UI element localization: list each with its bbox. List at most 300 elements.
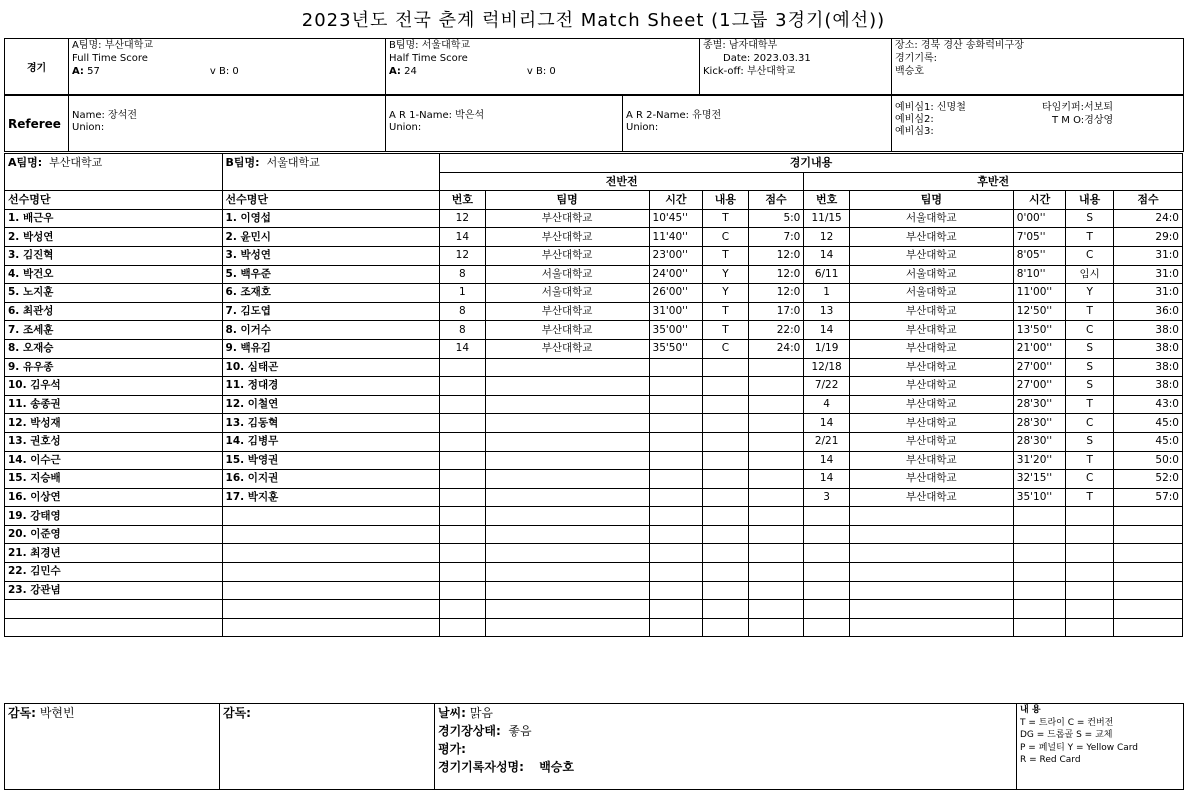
roster-a-player: 6. 최관성	[5, 302, 223, 321]
first-half-score	[748, 600, 804, 619]
first-half-content	[703, 414, 749, 433]
second-half-time: 31'20''	[1013, 451, 1066, 470]
first-half-time	[649, 488, 703, 507]
second-half-no	[804, 563, 850, 582]
roster-a-player: 16. 이상연	[5, 488, 223, 507]
first-half-content: T	[703, 209, 749, 228]
second-half-time	[1013, 563, 1066, 582]
writer-name: 백승호	[539, 760, 574, 774]
coach-a-cell	[5, 704, 220, 790]
second-half-team: 부산대학교	[849, 451, 1013, 470]
first-half-no	[440, 581, 486, 600]
first-half-team	[485, 581, 649, 600]
first-half-no	[440, 544, 486, 563]
second-half-no: 12	[804, 228, 850, 247]
full-time-label: Full Time Score	[72, 53, 148, 64]
second-half-content: T	[1066, 228, 1114, 247]
roster-b-player	[222, 600, 440, 619]
full-time-a-score: 57	[87, 66, 100, 77]
timekeeper: 타임키퍼:서보퇴	[1042, 102, 1113, 113]
first-half-content	[703, 507, 749, 526]
legend-line: R = Red Card	[1020, 755, 1081, 765]
table-row	[5, 544, 1183, 563]
first-half-time: 26'00''	[649, 284, 703, 303]
conditions-cell	[435, 704, 1017, 790]
weather-value: 맑음	[469, 706, 493, 720]
second-half-time: 32'15''	[1013, 470, 1066, 489]
second-half-content: T	[1066, 488, 1114, 507]
coach-b-label: 감독:	[223, 706, 251, 720]
second-half-team: 부산대학교	[849, 432, 1013, 451]
second-half-team	[849, 525, 1013, 544]
category-value: 남자대학부	[728, 40, 778, 51]
first-half-content: T	[703, 302, 749, 321]
roster-a-player	[5, 618, 223, 637]
roster-a-player: 20. 이준영	[5, 525, 223, 544]
sheet-title: 2023년도 전국 춘계 럭비리그전 Match Sheet (1그룹 3경기(예선))	[301, 10, 886, 31]
second-half-team: 부산대학교	[849, 358, 1013, 377]
second-half-team: 서울대학교	[849, 265, 1013, 284]
first-half-no	[440, 600, 486, 619]
table-row	[5, 563, 1183, 582]
second-half-time: 28'30''	[1013, 395, 1066, 414]
first-half-score: 22:0	[748, 321, 804, 340]
second-half-score: 29:0	[1113, 228, 1182, 247]
roster-b-player: 13. 김동혁	[222, 414, 440, 433]
first-half-no	[440, 525, 486, 544]
table-row	[5, 414, 1183, 433]
second-half-score	[1113, 544, 1182, 563]
legend-line: DG = 드롭골 S = 교체	[1020, 730, 1113, 740]
first-half-time	[649, 618, 703, 637]
table-row	[5, 488, 1183, 507]
table-row	[5, 432, 1183, 451]
roster-a-player: 21. 최경년	[5, 544, 223, 563]
first-half-time	[649, 507, 703, 526]
first-half-team	[485, 358, 649, 377]
first-half-team: 부산대학교	[485, 228, 649, 247]
coach-a-name: 박현빈	[39, 706, 75, 720]
roster-a-player: 10. 김우석	[5, 377, 223, 396]
roster-b-player	[222, 544, 440, 563]
second-half-content: C	[1066, 470, 1114, 489]
first-half-content	[703, 581, 749, 600]
recorder-value: 백승호	[895, 66, 924, 77]
roster-a-player: 11. 송종권	[5, 395, 223, 414]
roster-a-player: 19. 강태영	[5, 507, 223, 526]
first-half-score	[748, 544, 804, 563]
second-half-score: 36:0	[1113, 302, 1182, 321]
reserve-3: 예비심3:	[895, 126, 934, 137]
second-half-team: 부산대학교	[849, 321, 1013, 340]
first-half-no	[440, 563, 486, 582]
col-no-1: 번호	[440, 191, 486, 210]
second-half-team: 부산대학교	[849, 395, 1013, 414]
roster-b-player: 14. 김병무	[222, 432, 440, 451]
first-half-team	[485, 451, 649, 470]
second-half-no: 11/15	[804, 209, 850, 228]
second-half-content: T	[1066, 395, 1114, 414]
col-team-2: 팀명	[849, 191, 1013, 210]
legend-line: P = 페널티 Y = Yellow Card	[1020, 742, 1139, 753]
half-b-label: v B:	[526, 66, 547, 77]
first-half-score: 5:0	[748, 209, 804, 228]
referee-row	[4, 95, 1184, 152]
second-half-no	[804, 525, 850, 544]
half-time-a-score: 24	[404, 66, 417, 77]
first-half-time: 11'40''	[649, 228, 703, 247]
first-half-content	[703, 563, 749, 582]
first-half-score	[748, 581, 804, 600]
half-a-label: A:	[389, 66, 401, 77]
second-half-content: S	[1066, 432, 1114, 451]
first-half-time	[649, 451, 703, 470]
first-half-score	[748, 525, 804, 544]
roster-b-player: 6. 조재호	[222, 284, 440, 303]
roster-a-player: 14. 이수근	[5, 451, 223, 470]
table-row	[5, 618, 1183, 637]
roster-b-player: 2. 윤민시	[222, 228, 440, 247]
second-half-content: Y	[1066, 284, 1114, 303]
first-half-time	[649, 432, 703, 451]
second-half-team: 부산대학교	[849, 302, 1013, 321]
second-half-time	[1013, 600, 1066, 619]
second-half-heading: 후반전	[804, 172, 1183, 191]
footer-table	[4, 703, 1184, 790]
first-half-score	[748, 507, 804, 526]
first-half-content	[703, 618, 749, 637]
first-half-no: 12	[440, 246, 486, 265]
second-half-team: 서울대학교	[849, 209, 1013, 228]
first-half-team	[485, 432, 649, 451]
first-half-no: 1	[440, 284, 486, 303]
first-half-content	[703, 451, 749, 470]
match-date: Date: 2023.03.31	[723, 53, 811, 64]
table-row	[5, 228, 1183, 247]
second-half-content	[1066, 544, 1114, 563]
roster-b-player: 7. 김도엽	[222, 302, 440, 321]
second-half-content	[1066, 563, 1114, 582]
roster-b-player: 12. 이철연	[222, 395, 440, 414]
roster-a-player: 8. 오재승	[5, 339, 223, 358]
first-half-team	[485, 600, 649, 619]
first-half-no	[440, 358, 486, 377]
second-half-no: 14	[804, 321, 850, 340]
first-half-time: 24'00''	[649, 265, 703, 284]
ar1-cell	[386, 96, 623, 152]
first-half-time: 35'50''	[649, 339, 703, 358]
reserve-1: 예비심1: 신명철	[895, 102, 966, 113]
ar2-union: Union:	[626, 122, 659, 133]
weather-label: 날씨:	[438, 706, 466, 720]
first-half-team: 서울대학교	[485, 284, 649, 303]
first-half-team	[485, 525, 649, 544]
roster-b-player: 3. 박성연	[222, 246, 440, 265]
legend-title: 내 용	[1020, 705, 1041, 715]
second-half-time	[1013, 581, 1066, 600]
first-half-content: C	[703, 339, 749, 358]
writer-label: 경기기록자성명:	[438, 760, 524, 774]
col-team-1: 팀명	[485, 191, 649, 210]
second-half-time: 21'00''	[1013, 339, 1066, 358]
roster-b-player: 5. 백우준	[222, 265, 440, 284]
second-half-team: 부산대학교	[849, 488, 1013, 507]
roster-b-player	[222, 618, 440, 637]
second-half-score: 38:0	[1113, 339, 1182, 358]
first-half-team: 부산대학교	[485, 246, 649, 265]
roster-a-player: 3. 김진혁	[5, 246, 223, 265]
roster-b-player	[222, 563, 440, 582]
second-half-content: S	[1066, 377, 1114, 396]
second-half-content: S	[1066, 209, 1114, 228]
first-half-time	[649, 525, 703, 544]
second-half-time	[1013, 618, 1066, 637]
second-half-no: 12/18	[804, 358, 850, 377]
half-time-b-score: 0	[549, 66, 556, 77]
first-half-team	[485, 395, 649, 414]
ar2-cell	[623, 96, 892, 152]
first-half-no	[440, 414, 486, 433]
tmo: T M O:경상영	[1052, 115, 1114, 126]
second-half-score: 57:0	[1113, 488, 1182, 507]
second-half-score	[1113, 581, 1182, 600]
first-half-score: 7:0	[748, 228, 804, 247]
roster-a-player: 4. 박건오	[5, 265, 223, 284]
second-half-content: 임시	[1066, 265, 1114, 284]
second-half-team	[849, 544, 1013, 563]
roster-b-player: 11. 정대경	[222, 377, 440, 396]
first-half-content: T	[703, 246, 749, 265]
second-half-no	[804, 507, 850, 526]
second-half-team	[849, 507, 1013, 526]
second-half-content: T	[1066, 451, 1114, 470]
first-half-team	[485, 618, 649, 637]
first-half-score	[748, 563, 804, 582]
second-half-time	[1013, 544, 1066, 563]
match-header	[4, 38, 1184, 95]
full-time-b-score: 0	[232, 66, 239, 77]
roster-a-player: 5. 노지훈	[5, 284, 223, 303]
recorder-label: 경기기록:	[895, 53, 938, 64]
first-half-no	[440, 395, 486, 414]
second-half-time	[1013, 507, 1066, 526]
first-half-score	[748, 414, 804, 433]
second-half-content: C	[1066, 414, 1114, 433]
second-half-team: 부산대학교	[849, 339, 1013, 358]
first-half-content	[703, 525, 749, 544]
first-half-score	[748, 432, 804, 451]
second-half-time: 28'30''	[1013, 432, 1066, 451]
roster-a-player: 7. 조세훈	[5, 321, 223, 340]
second-half-no	[804, 544, 850, 563]
second-half-score	[1113, 525, 1182, 544]
first-half-content	[703, 432, 749, 451]
col-score-2: 점수	[1113, 191, 1182, 210]
first-half-score: 24:0	[748, 339, 804, 358]
second-half-content	[1066, 525, 1114, 544]
full-a-label: A:	[72, 66, 84, 77]
first-half-content: C	[703, 228, 749, 247]
first-half-score: 12:0	[748, 265, 804, 284]
legend-cell	[1017, 704, 1184, 790]
table-row	[5, 284, 1183, 303]
team-b-heading: B팀명: 서울대학교	[222, 154, 440, 191]
venue-value: 경북 경산 송화럭비구장	[920, 40, 1024, 51]
second-half-score: 52:0	[1113, 470, 1182, 489]
col-score-1: 점수	[748, 191, 804, 210]
first-half-time	[649, 544, 703, 563]
first-half-content	[703, 488, 749, 507]
roster-a-heading: 선수명단	[5, 191, 223, 210]
first-half-team: 부산대학교	[485, 209, 649, 228]
second-half-no: 14	[804, 470, 850, 489]
first-half-no	[440, 470, 486, 489]
roster-b-player: 10. 심태곤	[222, 358, 440, 377]
col-content-2: 내용	[1066, 191, 1114, 210]
first-half-time	[649, 470, 703, 489]
roster-b-player	[222, 581, 440, 600]
second-half-time: 35'10''	[1013, 488, 1066, 507]
event-rows	[5, 209, 1183, 637]
second-half-score: 45:0	[1113, 414, 1182, 433]
second-half-time: 27'00''	[1013, 358, 1066, 377]
second-half-team: 부산대학교	[849, 228, 1013, 247]
table-row	[5, 451, 1183, 470]
match-content-heading: 경기내용	[440, 154, 1183, 173]
first-half-team: 부산대학교	[485, 302, 649, 321]
roster-a-player: 9. 유우종	[5, 358, 223, 377]
second-half-team	[849, 618, 1013, 637]
first-half-team	[485, 488, 649, 507]
roster-b-player: 8. 이거수	[222, 321, 440, 340]
roster-b-heading: 선수명단	[222, 191, 440, 210]
first-half-team	[485, 544, 649, 563]
second-half-team: 부산대학교	[849, 377, 1013, 396]
second-half-team: 서울대학교	[849, 284, 1013, 303]
second-half-score	[1113, 563, 1182, 582]
full-b-label: v B:	[209, 66, 230, 77]
legend-line: T = 트라이 C = 컨버전	[1020, 717, 1114, 728]
first-half-heading: 전반전	[440, 172, 804, 191]
first-half-time	[649, 600, 703, 619]
first-half-time: 10'45''	[649, 209, 703, 228]
roster-a-player: 23. 강관념	[5, 581, 223, 600]
first-half-no: 12	[440, 209, 486, 228]
second-half-no: 14	[804, 414, 850, 433]
team-b-label: B팀명:	[389, 40, 419, 51]
category-cell	[700, 39, 892, 95]
second-half-no: 14	[804, 246, 850, 265]
second-half-no	[804, 600, 850, 619]
second-half-team	[849, 581, 1013, 600]
ar1-name: A R 1-Name: 박은석	[389, 110, 485, 121]
first-half-content: Y	[703, 284, 749, 303]
second-half-no: 4	[804, 395, 850, 414]
first-half-team: 부산대학교	[485, 321, 649, 340]
second-half-time: 13'50''	[1013, 321, 1066, 340]
second-half-score: 38:0	[1113, 377, 1182, 396]
first-half-score	[748, 377, 804, 396]
roster-b-player: 15. 박영권	[222, 451, 440, 470]
team-b-name: 서울대학교	[421, 40, 471, 51]
first-half-content	[703, 470, 749, 489]
first-half-no: 8	[440, 265, 486, 284]
first-half-no	[440, 507, 486, 526]
referee-cell	[69, 96, 386, 152]
first-half-content	[703, 377, 749, 396]
first-half-team	[485, 414, 649, 433]
second-half-score: 45:0	[1113, 432, 1182, 451]
match-label: 경기	[5, 39, 69, 95]
first-half-score	[748, 451, 804, 470]
second-half-score	[1113, 600, 1182, 619]
second-half-time: 7'05''	[1013, 228, 1066, 247]
first-half-score	[748, 470, 804, 489]
coach-a-label: 감독:	[8, 706, 36, 720]
second-half-time: 11'00''	[1013, 284, 1066, 303]
second-half-team: 부산대학교	[849, 414, 1013, 433]
roster-b-player: 9. 백유김	[222, 339, 440, 358]
second-half-no: 3	[804, 488, 850, 507]
roster-a-player: 15. 지승배	[5, 470, 223, 489]
second-half-time	[1013, 525, 1066, 544]
first-half-time	[649, 358, 703, 377]
second-half-score: 43:0	[1113, 395, 1182, 414]
second-half-content	[1066, 600, 1114, 619]
first-half-time	[649, 414, 703, 433]
first-half-time	[649, 377, 703, 396]
second-half-content: C	[1066, 246, 1114, 265]
first-half-time: 35'00''	[649, 321, 703, 340]
team-a-name: 부산대학교	[104, 40, 154, 51]
first-half-score	[748, 358, 804, 377]
second-half-no: 1/19	[804, 339, 850, 358]
second-half-content	[1066, 581, 1114, 600]
second-half-no: 7/22	[804, 377, 850, 396]
roster-a-player: 1. 배근우	[5, 209, 223, 228]
venue-cell	[892, 39, 1184, 95]
roster-b-player	[222, 525, 440, 544]
first-half-time	[649, 581, 703, 600]
table-row	[5, 265, 1183, 284]
second-half-time: 28'30''	[1013, 414, 1066, 433]
second-half-time: 8'05''	[1013, 246, 1066, 265]
table-row	[5, 600, 1183, 619]
first-half-no: 8	[440, 302, 486, 321]
first-half-team	[485, 563, 649, 582]
second-half-score	[1113, 618, 1182, 637]
table-row	[5, 507, 1183, 526]
first-half-no	[440, 432, 486, 451]
second-half-content: S	[1066, 339, 1114, 358]
roster-a-player: 2. 박성연	[5, 228, 223, 247]
second-half-time: 27'00''	[1013, 377, 1066, 396]
first-half-content: Y	[703, 265, 749, 284]
first-half-no	[440, 451, 486, 470]
second-half-score: 31:0	[1113, 284, 1182, 303]
first-half-time	[649, 563, 703, 582]
roster-b-player: 16. 이지권	[222, 470, 440, 489]
second-half-content	[1066, 618, 1114, 637]
roster-b-player: 17. 박지훈	[222, 488, 440, 507]
second-half-no	[804, 618, 850, 637]
first-half-score: 17:0	[748, 302, 804, 321]
second-half-score: 38:0	[1113, 358, 1182, 377]
first-half-time	[649, 395, 703, 414]
first-half-no	[440, 618, 486, 637]
first-half-content: T	[703, 321, 749, 340]
venue-label: 장소:	[895, 40, 918, 51]
